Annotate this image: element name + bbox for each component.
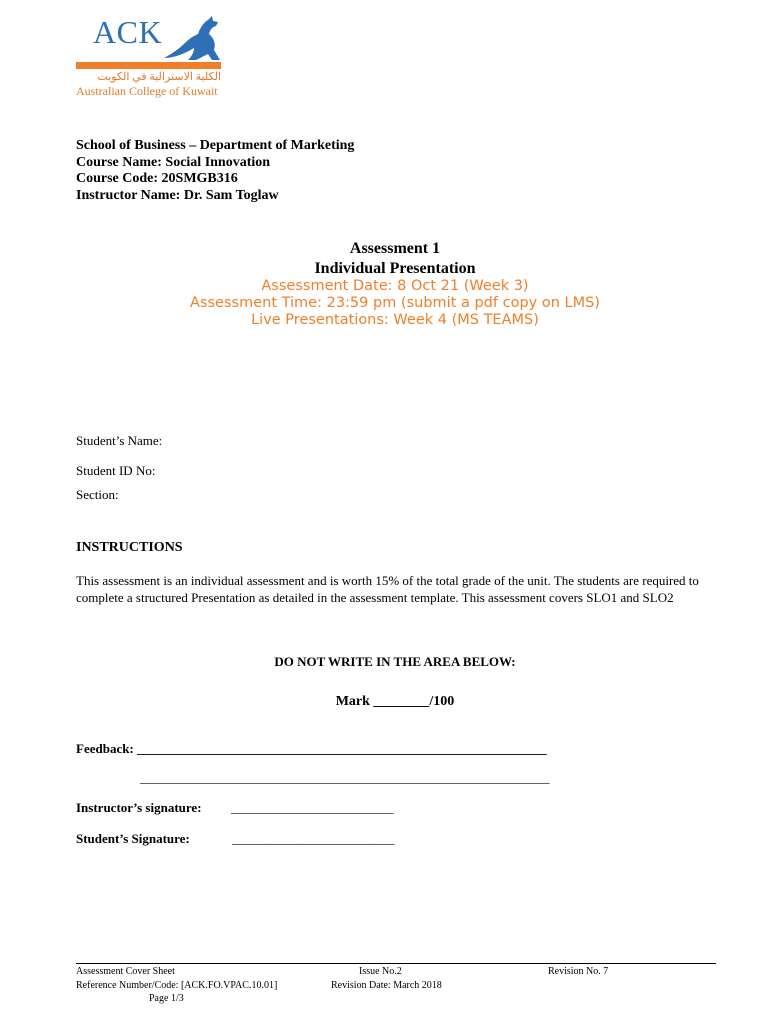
live-presentations: Live Presentations: Week 4 (MS TEAMS) [251, 312, 539, 328]
do-not-write-notice: DO NOT WRITE IN THE AREA BELOW: [274, 654, 516, 669]
college-logo [76, 12, 226, 98]
footer-issue: Issue No.2 [359, 966, 402, 977]
footer-revision-date: Revision Date: March 2018 [331, 980, 442, 991]
kangaroo-icon [162, 14, 224, 66]
footer-revision: Revision No. 7 [548, 966, 609, 977]
assessment-date: Assessment Date: 8 Oct 21 (Week 3) [261, 278, 529, 294]
instructions-body: This assessment is an individual assessment and is worth 15% of the total grade of the unit. The students are required to complete a structured Presentation as detailed in the assessment template. This assessment covers SLO1 and SLO2 [76, 573, 699, 605]
assessment-title: Assessment 1 [349, 240, 441, 257]
footer-divider [76, 963, 716, 964]
logo-arabic-name: الكلية الاسترالية في الكويت [97, 71, 221, 83]
student-name-label: Student’s Name: [76, 433, 163, 448]
instructor-signature-line: _________________________ [231, 800, 394, 815]
student-id-label: Student ID No: [76, 463, 156, 478]
school-department: School of Business – Department of Marketing [76, 138, 355, 153]
feedback-field: Feedback: _______________________________________________________________ [76, 741, 547, 756]
course-name: Course Name: Social Innovation [76, 155, 271, 170]
instructor-signature-label: Instructor’s signature: [76, 800, 202, 815]
footer-doc-name: Assessment Cover Sheet [76, 966, 175, 977]
logo-english-name: Australian College of Kuwait [76, 84, 218, 98]
logo-orange-bar [76, 62, 221, 69]
instructor-name: Instructor Name: Dr. Sam Toglaw [76, 188, 279, 203]
assessment-time: Assessment Time: 23:59 pm (submit a pdf copy on LMS) [190, 295, 600, 311]
mark-field: Mark ________/100 [335, 694, 455, 709]
course-code: Course Code: 20SMGB316 [76, 171, 238, 186]
footer-page-number: Page 1/3 [149, 993, 184, 1004]
student-signature-label: Student’s Signature: [76, 831, 190, 846]
footer-reference: Reference Number/Code: [ACK.FO.VPAC.10.01] [76, 980, 278, 991]
section-label: Section: [76, 487, 119, 502]
instructions-heading: INSTRUCTIONS [76, 540, 183, 555]
student-signature-line: _________________________ [232, 831, 395, 846]
logo-wordmark: ACK [93, 14, 163, 50]
feedback-line-2: _______________________________________________________________ [140, 770, 550, 785]
assessment-type: Individual Presentation [314, 260, 476, 277]
